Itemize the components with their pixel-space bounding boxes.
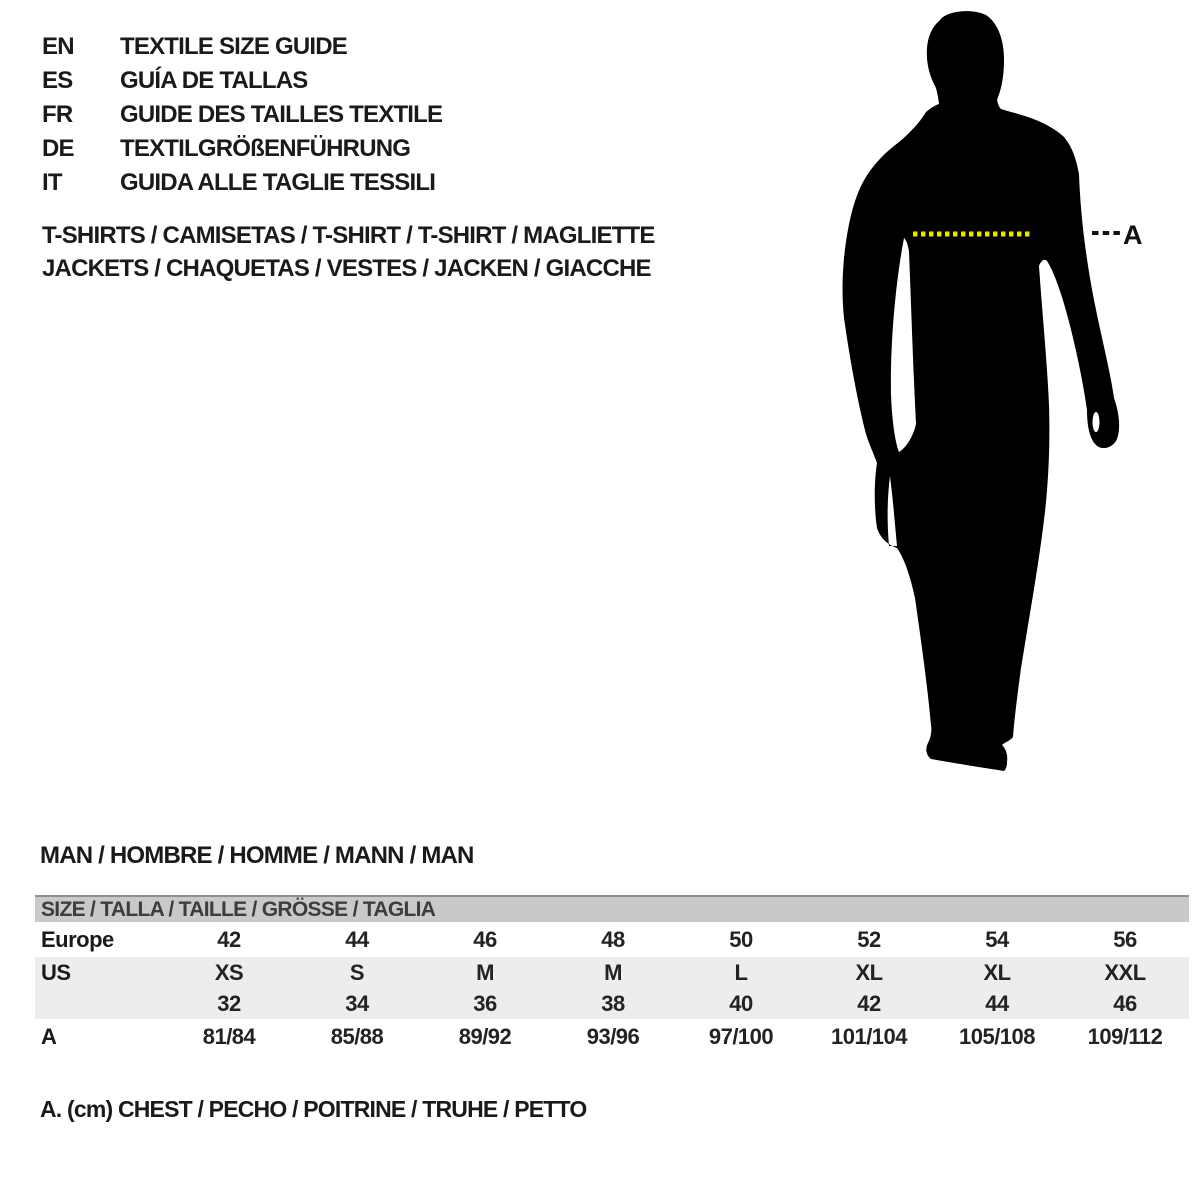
- size-cell: 56: [1113, 926, 1137, 952]
- size-cell: 46: [1113, 990, 1137, 1016]
- language-row: [42, 30, 442, 64]
- size-table: [35, 895, 1189, 1054]
- category-line-jackets: JACKETS / CHAQUETAS / VESTES / JACKEN / GIACCHE: [42, 255, 651, 282]
- row-label: Europe: [41, 926, 114, 952]
- language-code: DE: [42, 135, 74, 162]
- language-code: FR: [42, 101, 73, 128]
- size-cell: 93/96: [586, 1023, 640, 1049]
- table-row-numeric: [35, 988, 1189, 1019]
- measure-a-label: A: [1123, 220, 1143, 250]
- table-row-chest: [35, 1019, 1189, 1054]
- category-block: [42, 219, 655, 285]
- man-silhouette: [843, 11, 1120, 771]
- category-line-tshirts: T-SHIRTS / CAMISETAS / T-SHIRT / T-SHIRT / MAGLIETTE: [42, 222, 655, 249]
- size-cell: 40: [729, 990, 753, 1016]
- size-cell: L: [734, 959, 748, 985]
- language-row: [42, 64, 442, 98]
- size-cell: 52: [857, 926, 881, 952]
- language-title: GUIDE DES TAILLES TEXTILE: [120, 101, 443, 128]
- size-cell: 101/104: [830, 1023, 908, 1049]
- language-title-block: [42, 30, 442, 200]
- size-cell: 32: [217, 990, 241, 1016]
- size-cell: 81/84: [202, 1023, 256, 1049]
- language-title: GUIDA ALLE TAGLIE TESSILI: [120, 169, 436, 196]
- row-label: A: [41, 1023, 57, 1049]
- language-title: GUÍA DE TALLAS: [120, 67, 308, 94]
- size-cell: 36: [473, 990, 497, 1016]
- language-code: EN: [42, 33, 74, 60]
- size-cell: 48: [601, 926, 625, 952]
- size-cell: XS: [214, 959, 244, 985]
- section-title-man: MAN / HOMBRE / HOMME / MANN / MAN: [40, 842, 474, 869]
- size-cell: 44: [345, 926, 369, 952]
- size-cell: 54: [985, 926, 1009, 952]
- size-cell: 89/92: [458, 1023, 512, 1049]
- language-title: TEXTILGRÖßENFÜHRUNG: [120, 135, 411, 162]
- size-cell: 34: [345, 990, 369, 1016]
- language-code: ES: [42, 67, 73, 94]
- size-table-header: SIZE / TALLA / TAILLE / GRÖSSE / TAGLIA: [35, 895, 1189, 922]
- size-cell: 42: [857, 990, 881, 1016]
- size-cell: 109/112: [1087, 1023, 1163, 1049]
- size-cell: 42: [217, 926, 241, 952]
- size-cell: 46: [473, 926, 497, 952]
- language-title: TEXTILE SIZE GUIDE: [120, 33, 347, 60]
- size-cell: XL: [855, 959, 883, 985]
- language-code: IT: [42, 169, 62, 196]
- size-cell: 50: [729, 926, 753, 952]
- size-cell: 44: [985, 990, 1009, 1016]
- footnote-chest: A. (cm) CHEST / PECHO / POITRINE / TRUHE / PETTO: [40, 1096, 587, 1122]
- size-cell: M: [476, 959, 494, 985]
- size-cell: 97/100: [708, 1023, 774, 1049]
- size-cell: 105/108: [958, 1023, 1036, 1049]
- size-cell: S: [349, 959, 365, 985]
- thumb-notch: [1093, 412, 1100, 432]
- table-row-europe: [35, 922, 1189, 957]
- language-row: [42, 132, 442, 166]
- size-cell: XXL: [1104, 959, 1146, 985]
- language-row: [42, 98, 442, 132]
- size-cell: M: [604, 959, 622, 985]
- man-silhouette-figure: [820, 0, 1200, 790]
- row-label: US: [41, 959, 71, 985]
- size-cell: 85/88: [330, 1023, 384, 1049]
- language-row: [42, 166, 442, 200]
- table-row-us: [35, 957, 1189, 988]
- size-cell: 38: [601, 990, 625, 1016]
- size-cell: XL: [983, 959, 1011, 985]
